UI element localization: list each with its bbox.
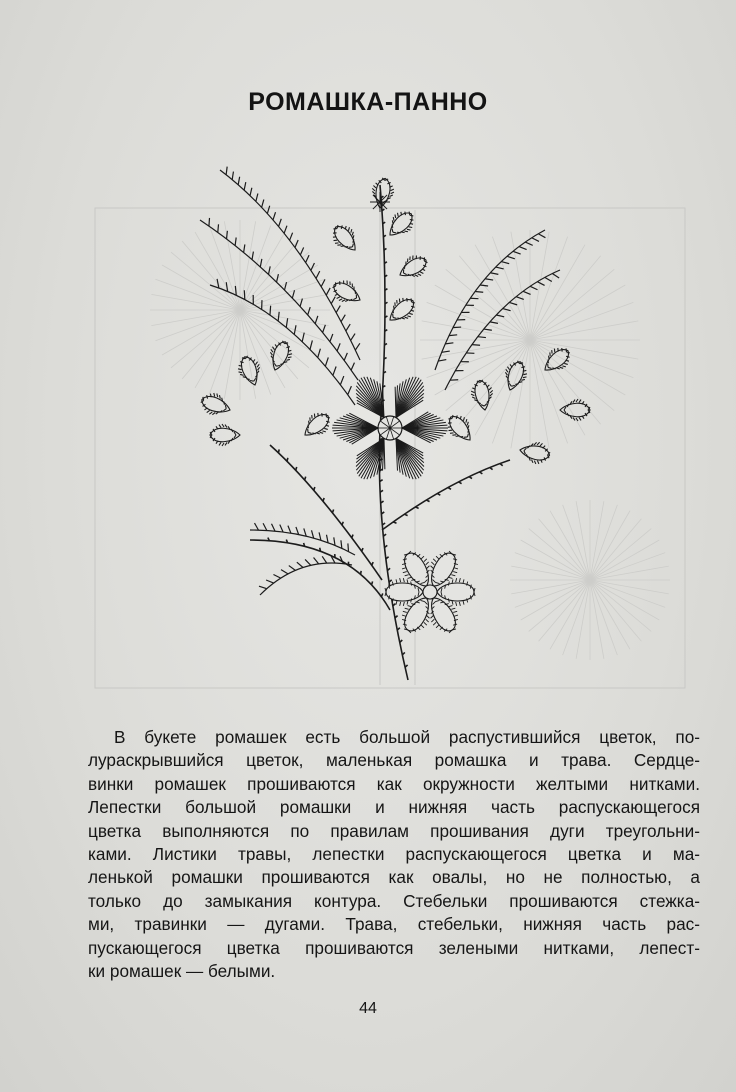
text-line: лураскрывшийся цветок, маленькая ромашка и трава. Сердце- (88, 750, 700, 771)
page-title: РОМАШКА-ПАННО (248, 88, 488, 116)
chamomile-bouquet-icon (90, 160, 695, 700)
text-line: только до замыкания контура. Стебельки прошиваются стежка- (88, 890, 700, 911)
text-line: ми, травинки — дугами. Трава, стебельки, нижняя часть рас- (88, 914, 700, 935)
body-text (88, 726, 700, 983)
small-daisy (385, 546, 475, 638)
text-line: ленькой ромашки прошиваются как овалы, но не полностью, а (88, 867, 700, 888)
text-line: цветка выполняются по правилам прошивания дуги треугольни- (88, 820, 700, 841)
page-number: 44 (359, 1000, 377, 1017)
text-line: ки ромашек — белыми. (88, 961, 276, 982)
bouquet-illustration (90, 160, 695, 700)
text-line: пускающегося цветка прошиваются зелеными нитками, лепест- (88, 937, 700, 958)
text-line: ками. Листики травы, лепестки распускающегося цветка и ма- (88, 844, 700, 865)
top-bud (370, 192, 390, 212)
text-line: винки ромашек прошиваются как окружности желтыми нитками. (88, 773, 700, 794)
text-line: В букете ромашек есть большой распустившийся цветок, по- (114, 727, 700, 747)
flowers (332, 192, 475, 638)
text-line: Лепестки большой ромашки и нижняя часть распускающегося (88, 797, 700, 818)
